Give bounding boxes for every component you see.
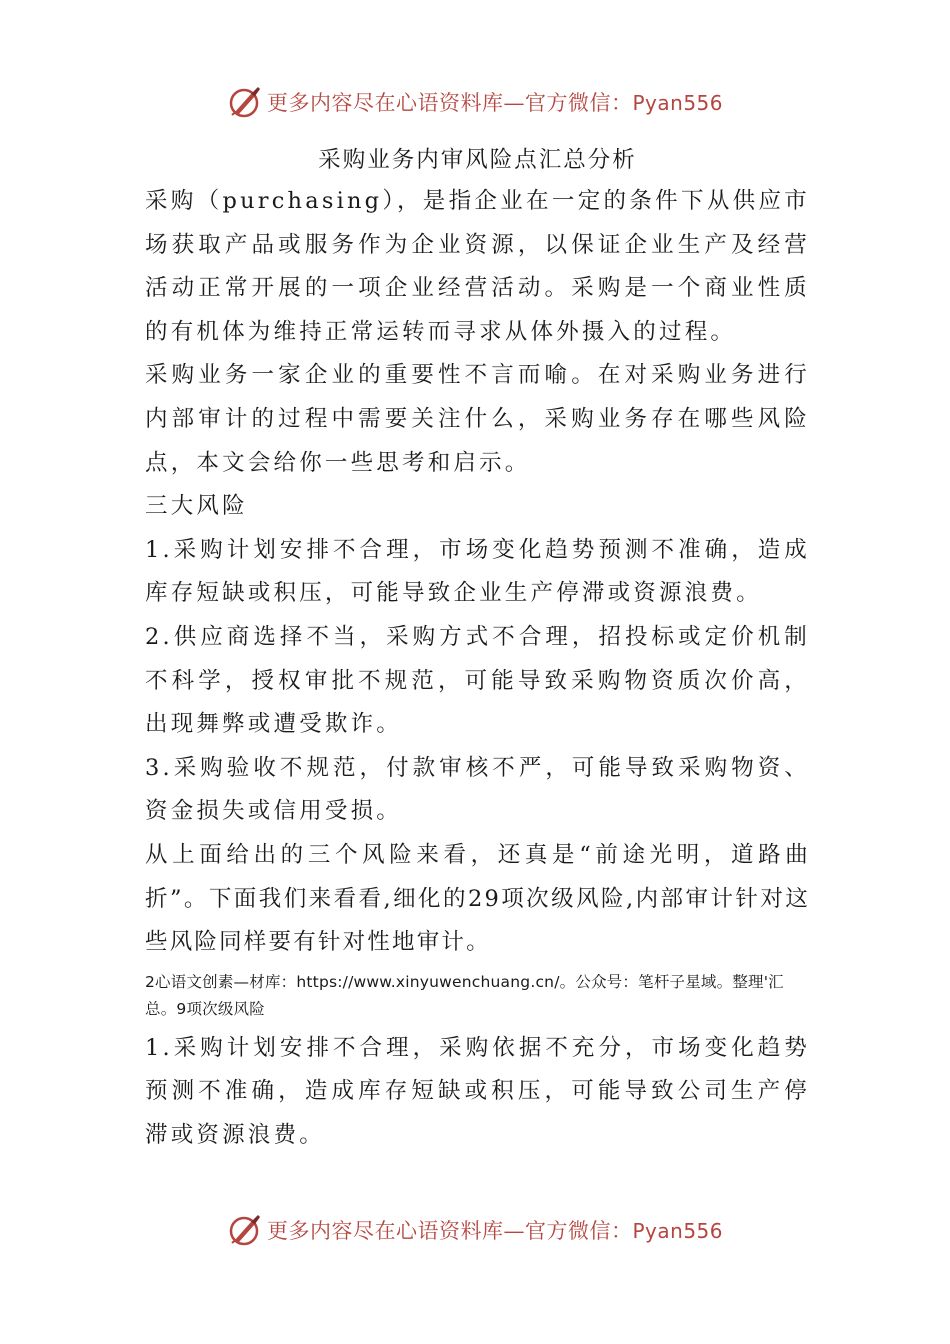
risk-item-2: 2.供应商选择不当，采购方式不合理，招投标或定价机制不科学，授权审批不规范，可能导致采购物资质次价高，出现舞弊或遭受欺诈。 [145, 623, 810, 738]
section-heading-three-risks: 三大风险 [145, 493, 248, 520]
sub-risk-item-1: 1.采购计划安排不合理，采购依据不充分，市场变化趋势预测不准确，造成库存短缺或积压，可能导致公司生产停滞或资源浪费。 [145, 1034, 810, 1148]
document-title: 采购业务内审风险点汇总分析 [318, 147, 637, 173]
watermark-wechat-id: Pyan556 [632, 1219, 723, 1243]
pen-logo-icon [227, 84, 263, 120]
source-note: 2心语文创素—材库：https://www.xinyuwenchuang.cn/。公众号：笔杆子星域。整理'汇总。9项次级风险 [145, 972, 784, 1018]
paragraph-summary: 从上面给出的三个风险来看，还真是“前途光明，道路曲折”。下面我们来看看,细化的29项次级风险,内部审计针对这些风险同样要有针对性地审计。 [145, 841, 810, 956]
watermark-text: 更多内容尽在心语资料库—官方微信： [266, 91, 633, 115]
watermark-wechat-id: Pyan556 [632, 91, 723, 115]
document-body [145, 140, 810, 1157]
paragraph-importance: 采购业务一家企业的重要性不言而喻。在对采购业务进行内部审计的过程中需要关注什么，采购业务存在哪些风险点，本文会给你一些思考和启示。 [145, 362, 810, 476]
watermark-text: 更多内容尽在心语资料库—官方微信： [266, 1219, 633, 1243]
header-watermark [0, 82, 950, 122]
paragraph-intro: 采购（purchasing），是指企业在一定的条件下从供应市场获取产品或服务作为企业资源，以保证企业生产及经营活动正常开展的一项企业经营活动。采购是一个商业性质的有机体为维持正常运转而寻求从体外摄入的过程。 [145, 188, 810, 345]
footer-watermark [0, 1210, 950, 1250]
pen-logo-icon [227, 1212, 263, 1248]
risk-item-1: 1.采购计划安排不合理，市场变化趋势预测不准确，造成库存短缺或积压，可能导致企业生产停滞或资源浪费。 [145, 536, 810, 607]
risk-item-3: 3.采购验收不规范，付款审核不严，可能导致采购物资、资金损失或信用受损。 [145, 754, 810, 825]
